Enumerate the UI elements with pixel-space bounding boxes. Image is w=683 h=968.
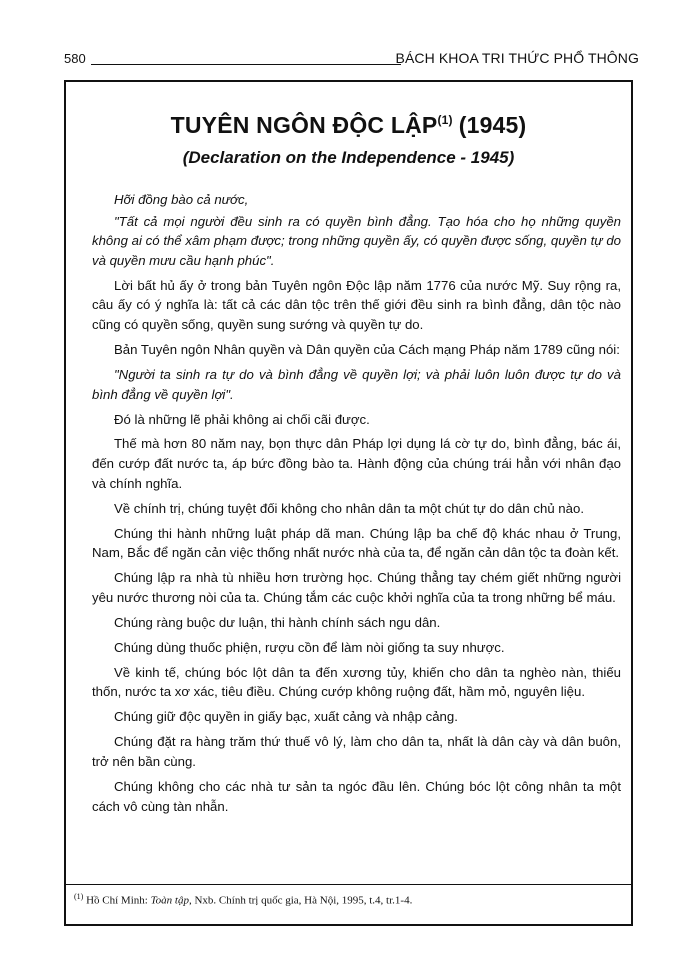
paragraph: Chúng giữ độc quyền in giấy bạc, xuất cảng và nhập cảng.: [114, 709, 458, 725]
paragraph: Chúng dùng thuốc phiện, rượu cồn để làm nòi giống ta suy nhược.: [114, 639, 505, 655]
footnote-details: , Nxb. Chính trị quốc gia, Hà Nội, 1995, t.4, tr.1-4.: [188, 894, 413, 907]
footnote-work: Toàn tập: [150, 894, 189, 907]
footnote: [74, 892, 412, 907]
paragraph: Về kinh tế, chúng bóc lột dân ta đến xương tủy, khiến cho dân ta nghèo nàn, thiếu thốn, nước ta xơ xác, tiêu điều. Chúng cướp không ruộng đất, hầm mỏ, nguyên liệu.: [92, 664, 621, 700]
paragraph: "Tất cả mọi người đều sinh ra có quyền bình đẳng. Tạo hóa cho họ những quyền không ai có thể xâm phạm được; trong những quyền ấy, có quyền được sống, quyền tự do và quyền mưu cầu hạnh phúc".: [92, 213, 621, 268]
footnote-author: Hồ Chí Minh:: [86, 894, 151, 907]
paragraph: Chúng không cho các nhà tư sản ta ngóc đầu lên. Chúng bóc lột công nhân ta một cách vô cùng tàn nhẫn.: [92, 778, 621, 814]
page-header: [64, 48, 639, 68]
article-frame: [64, 80, 633, 926]
paragraph: Chúng đặt ra hàng trăm thứ thuế vô lý, làm cho dân ta, nhất là dân cày và dân buôn, trở nên bần cùng.: [92, 734, 621, 769]
paragraph: Bản Tuyên ngôn Nhân quyền và Dân quyền của Cách mạng Pháp năm 1789 cũng nói:: [114, 341, 620, 357]
article-body: [92, 190, 621, 821]
paragraph: Đó là những lẽ phải không ai chối cãi được.: [114, 411, 370, 427]
running-title: BÁCH KHOA TRI THỨC PHỔ THÔNG: [395, 50, 639, 66]
page-number: 580: [64, 51, 86, 66]
header-rule: [91, 64, 401, 65]
footnote-divider: [66, 884, 631, 885]
footnote-marker: (1): [74, 892, 84, 901]
paragraph: Chúng thi hành những luật pháp dã man. Chúng lập ba chế độ khác nhau ở Trung, Nam, Bắc để ngăn cản việc thống nhất nước nhà của ta, để ngăn cản dân tộc ta đoàn kết.: [92, 525, 621, 561]
article-title: [66, 112, 631, 139]
paragraph: Hỡi đồng bào cả nước,: [114, 192, 249, 207]
paragraph: Chúng lập ra nhà tù nhiều hơn trường học. Chúng thẳng tay chém giết những người yêu nước thương nòi của ta. Chúng tắm các cuộc khởi nghĩa của ta trong những bể máu.: [92, 570, 621, 605]
title-text: TUYÊN NGÔN ĐỘC LẬP: [170, 112, 438, 138]
paragraph: Thế mà hơn 80 năm nay, bọn thực dân Pháp lợi dụng lá cờ tự do, bình đẳng, bác ái, đến cướp đất nước ta, áp bức đồng bào ta. Hành động của chúng trái hẳn với nhân đạo và chính nghĩa.: [92, 436, 621, 491]
paragraph: Chúng ràng buộc dư luận, thi hành chính sách ngu dân.: [114, 614, 441, 630]
article-subtitle: (Declaration on the Independence - 1945): [182, 148, 515, 167]
title-year: (1945): [458, 112, 527, 138]
title-note-marker: (1): [437, 113, 453, 128]
paragraph: Lời bất hủ ấy ở trong bản Tuyên ngôn Độc lập năm 1776 của nước Mỹ. Suy rộng ra, câu ấy có ý nghĩa là: tất cả các dân tộc trên thế giới đều sinh ra bình đẳng, dân tộc nào cũng có quyền sống, quyền sung sướng và quyền tự do.: [92, 277, 621, 332]
paragraph: "Người ta sinh ra tự do và bình đẳng về quyền lợi; và phải luôn luôn được tự do và bình đẳng về quyền lợi".: [92, 366, 621, 402]
paragraph: Về chính trị, chúng tuyệt đối không cho nhân dân ta một chút tự do dân chủ nào.: [114, 500, 584, 516]
